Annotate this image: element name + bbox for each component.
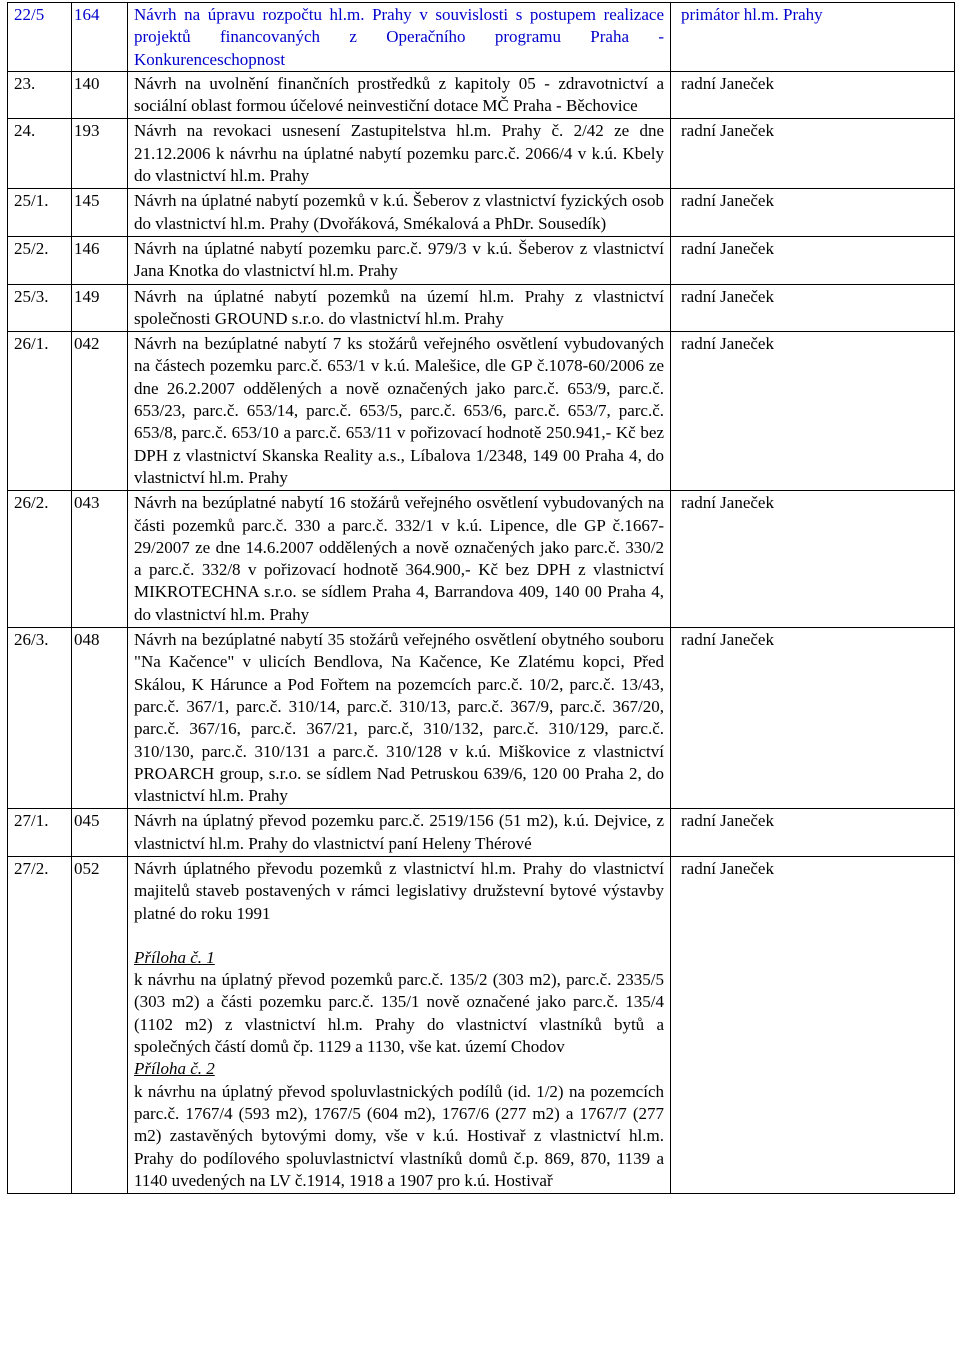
item-responsible: radní Janeček — [671, 809, 955, 857]
item-responsible: radní Janeček — [671, 189, 955, 237]
item-code: 145 — [72, 189, 128, 237]
item-description: Návrh na bezúplatné nabytí 16 stožárů veřejného osvětlení vybudovaných na části pozemků parc.č. 330 a parc.č. 332/1 v k.ú. Lipence, dle GP č.1667-29/2007 ze dne 14.6.2007 oddělených a nově označených jako parc.č. 330/2 a parc.č. 332/8 v pořizovací hodnotě 364.900,- Kč bez DPH z vlastnictví MIKROTECHNA s.r.o. se sídlem Praha 4, Barrandova 409, 140 00 Praha 4, do vlastnictví hl.m. Prahy — [128, 491, 671, 628]
agenda-row — [8, 236, 955, 284]
item-description: Návrh na úplatné nabytí pozemků v k.ú. Šeberov z vlastnictví fyzických osob do vlastnictví hl.m. Prahy (Dvořáková, Smékalová a PhDr. Sousedík) — [128, 189, 671, 237]
item-code: 193 — [72, 119, 128, 189]
agenda-row — [8, 332, 955, 491]
item-code: 043 — [72, 491, 128, 628]
item-code: 140 — [72, 71, 128, 119]
item-description: Návrh na bezúplatné nabytí 7 ks stožárů veřejného osvětlení vybudovaných na částech pozemku parc.č. 653/1 v k.ú. Malešice, dle GP č.1078-60/2006 ze dne 26.2.2007 oddělených a nově označených jako parc.č. 653/9, parc.č. 653/23, parc.č. 653/14, parc.č. 653/5, parc.č. 653/6, parc.č. 653/7, parc.č. 653/8, parc.č. 653/10 a parc.č. 653/11 v pořizovací hodnotě 250.941,- Kč bez DPH z vlastnictví Skanska Reality a.s., Líbalova 1/2348, 149 00 Praha 4, do vlastnictví hl.m. Prahy — [128, 332, 671, 491]
agenda-row — [8, 284, 955, 332]
attachment-label: Příloha č. 1 — [134, 947, 215, 967]
item-code: 146 — [72, 236, 128, 284]
item-description: Návrh na úpravu rozpočtu hl.m. Prahy v souvislosti s postupem realizace projektů financovaných z Operačního programu Praha - Konkurenceschopnost — [128, 3, 671, 72]
attachment-label: Příloha č. 2 — [134, 1059, 215, 1079]
agenda-row — [8, 189, 955, 237]
agenda-row — [8, 119, 955, 189]
item-code: 052 — [72, 856, 128, 1193]
item-responsible: radní Janeček — [671, 856, 955, 1193]
attachment-text: k návrhu na úplatný převod pozemků parc.č. 135/2 (303 m2), parc.č. 2335/5 (303 m2) a části pozemku parc.č. 135/1 nově označené jako parc.č. 135/4 (1102 m2) z vlastnictví hl.m. Prahy do vlastnictví vlastníků bytů a společných částí domů čp. 1129 a 1130, vše kat. území Chodov — [134, 970, 664, 1057]
item-number: 24. — [8, 119, 72, 189]
item-responsible: radní Janeček — [671, 284, 955, 332]
item-number: 27/2. — [8, 856, 72, 1193]
item-code: 045 — [72, 809, 128, 857]
item-number: 25/3. — [8, 284, 72, 332]
item-responsible: radní Janeček — [671, 236, 955, 284]
item-description: Návrh na úplatný převod pozemku parc.č. 2519/156 (51 m2), k.ú. Dejvice, z vlastnictví hl.m. Prahy do vlastnictví paní Heleny Thérové — [128, 809, 671, 857]
item-code: 048 — [72, 628, 128, 809]
item-responsible: radní Janeček — [671, 628, 955, 809]
item-description: Návrh na bezúplatné nabytí 35 stožárů veřejného osvětlení obytného souboru "Na Kačence" v ulicích Bendlova, Na Kačence, Ke Zlatému kopci, Před Skálou, K Hárunce a Pod Fořtem na pozemcích parc.č. 10/2, parc.č. 13/43, parc.č. 367/1, parc.č. 310/14, parc.č. 310/13, parc.č. 367/9, parc.č. 367/20, parc.č. 367/16, parc.č. 367/21, parc.č, 310/132, parc.č. 310/129, parc.č. 310/130, parc.č. 310/131 a parc.č. 310/128 v k.ú. Miškovice z vlastnictví PROARCH group, s.r.o. se sídlem Nad Petruskou 639/6, 120 00 Praha 2, do vlastnictví hl.m. Prahy — [128, 628, 671, 809]
item-description-with-attachments — [128, 856, 671, 1193]
item-number: 26/1. — [8, 332, 72, 491]
item-description: Návrh na úplatné nabytí pozemku parc.č. 979/3 v k.ú. Šeberov z vlastnictví Jana Knotka do vlastnictví hl.m. Prahy — [128, 236, 671, 284]
item-description: Návrh na uvolnění finančních prostředků z kapitoly 05 - zdravotnictví a sociální oblast formou účelové neinvestiční dotace MČ Praha - Běchovice — [128, 71, 671, 119]
agenda-row — [8, 856, 955, 1193]
item-number: 26/2. — [8, 491, 72, 628]
item-number: 23. — [8, 71, 72, 119]
item-responsible: radní Janeček — [671, 491, 955, 628]
item-responsible: radní Janeček — [671, 332, 955, 491]
item-code: 164 — [72, 3, 128, 72]
item-number: 25/1. — [8, 189, 72, 237]
item-code: 042 — [72, 332, 128, 491]
item-description: Návrh úplatného převodu pozemků z vlastnictví hl.m. Prahy do vlastnictví majitelů staveb postavených v rámci legislativy družstevní bytové výstavby platné do roku 1991 — [134, 858, 664, 923]
item-number: 27/1. — [8, 809, 72, 857]
agenda-row — [8, 809, 955, 857]
item-number: 26/3. — [8, 628, 72, 809]
agenda-table — [7, 2, 955, 1194]
agenda-row — [8, 491, 955, 628]
attachment-text: k návrhu na úplatný převod spoluvlastnických podílů (id. 1/2) na pozemcích parc.č. 1767/4 (593 m2), 1767/5 (604 m2), 1767/6 (277 m2) a 1767/7 (277 m2) zastavěných bytovými domy, vše v k.ú. Hostivař z vlastnictví hl.m. Prahy do podílového spoluvlastnictví vlastníků domů č.p. 869, 870, 1139 a 1140 uvedených na LV č.1914, 1918 a 1907 pro k.ú. Hostivař — [134, 1081, 664, 1190]
item-number: 25/2. — [8, 236, 72, 284]
agenda-row — [8, 628, 955, 809]
item-code: 149 — [72, 284, 128, 332]
item-description: Návrh na úplatné nabytí pozemků na území hl.m. Prahy z vlastnictví společnosti GROUND s.r.o. do vlastnictví hl.m. Prahy — [128, 284, 671, 332]
item-description: Návrh na revokaci usnesení Zastupitelstva hl.m. Prahy č. 2/42 ze dne 21.12.2006 k návrhu na úplatné nabytí pozemku parc.č. 2066/4 v k.ú. Kbely do vlastnictví hl.m. Prahy — [128, 119, 671, 189]
item-number: 22/5 — [8, 3, 72, 72]
item-responsible: radní Janeček — [671, 71, 955, 119]
item-responsible: radní Janeček — [671, 119, 955, 189]
agenda-row — [8, 3, 955, 72]
agenda-row — [8, 71, 955, 119]
item-responsible: primátor hl.m. Prahy — [671, 3, 955, 72]
